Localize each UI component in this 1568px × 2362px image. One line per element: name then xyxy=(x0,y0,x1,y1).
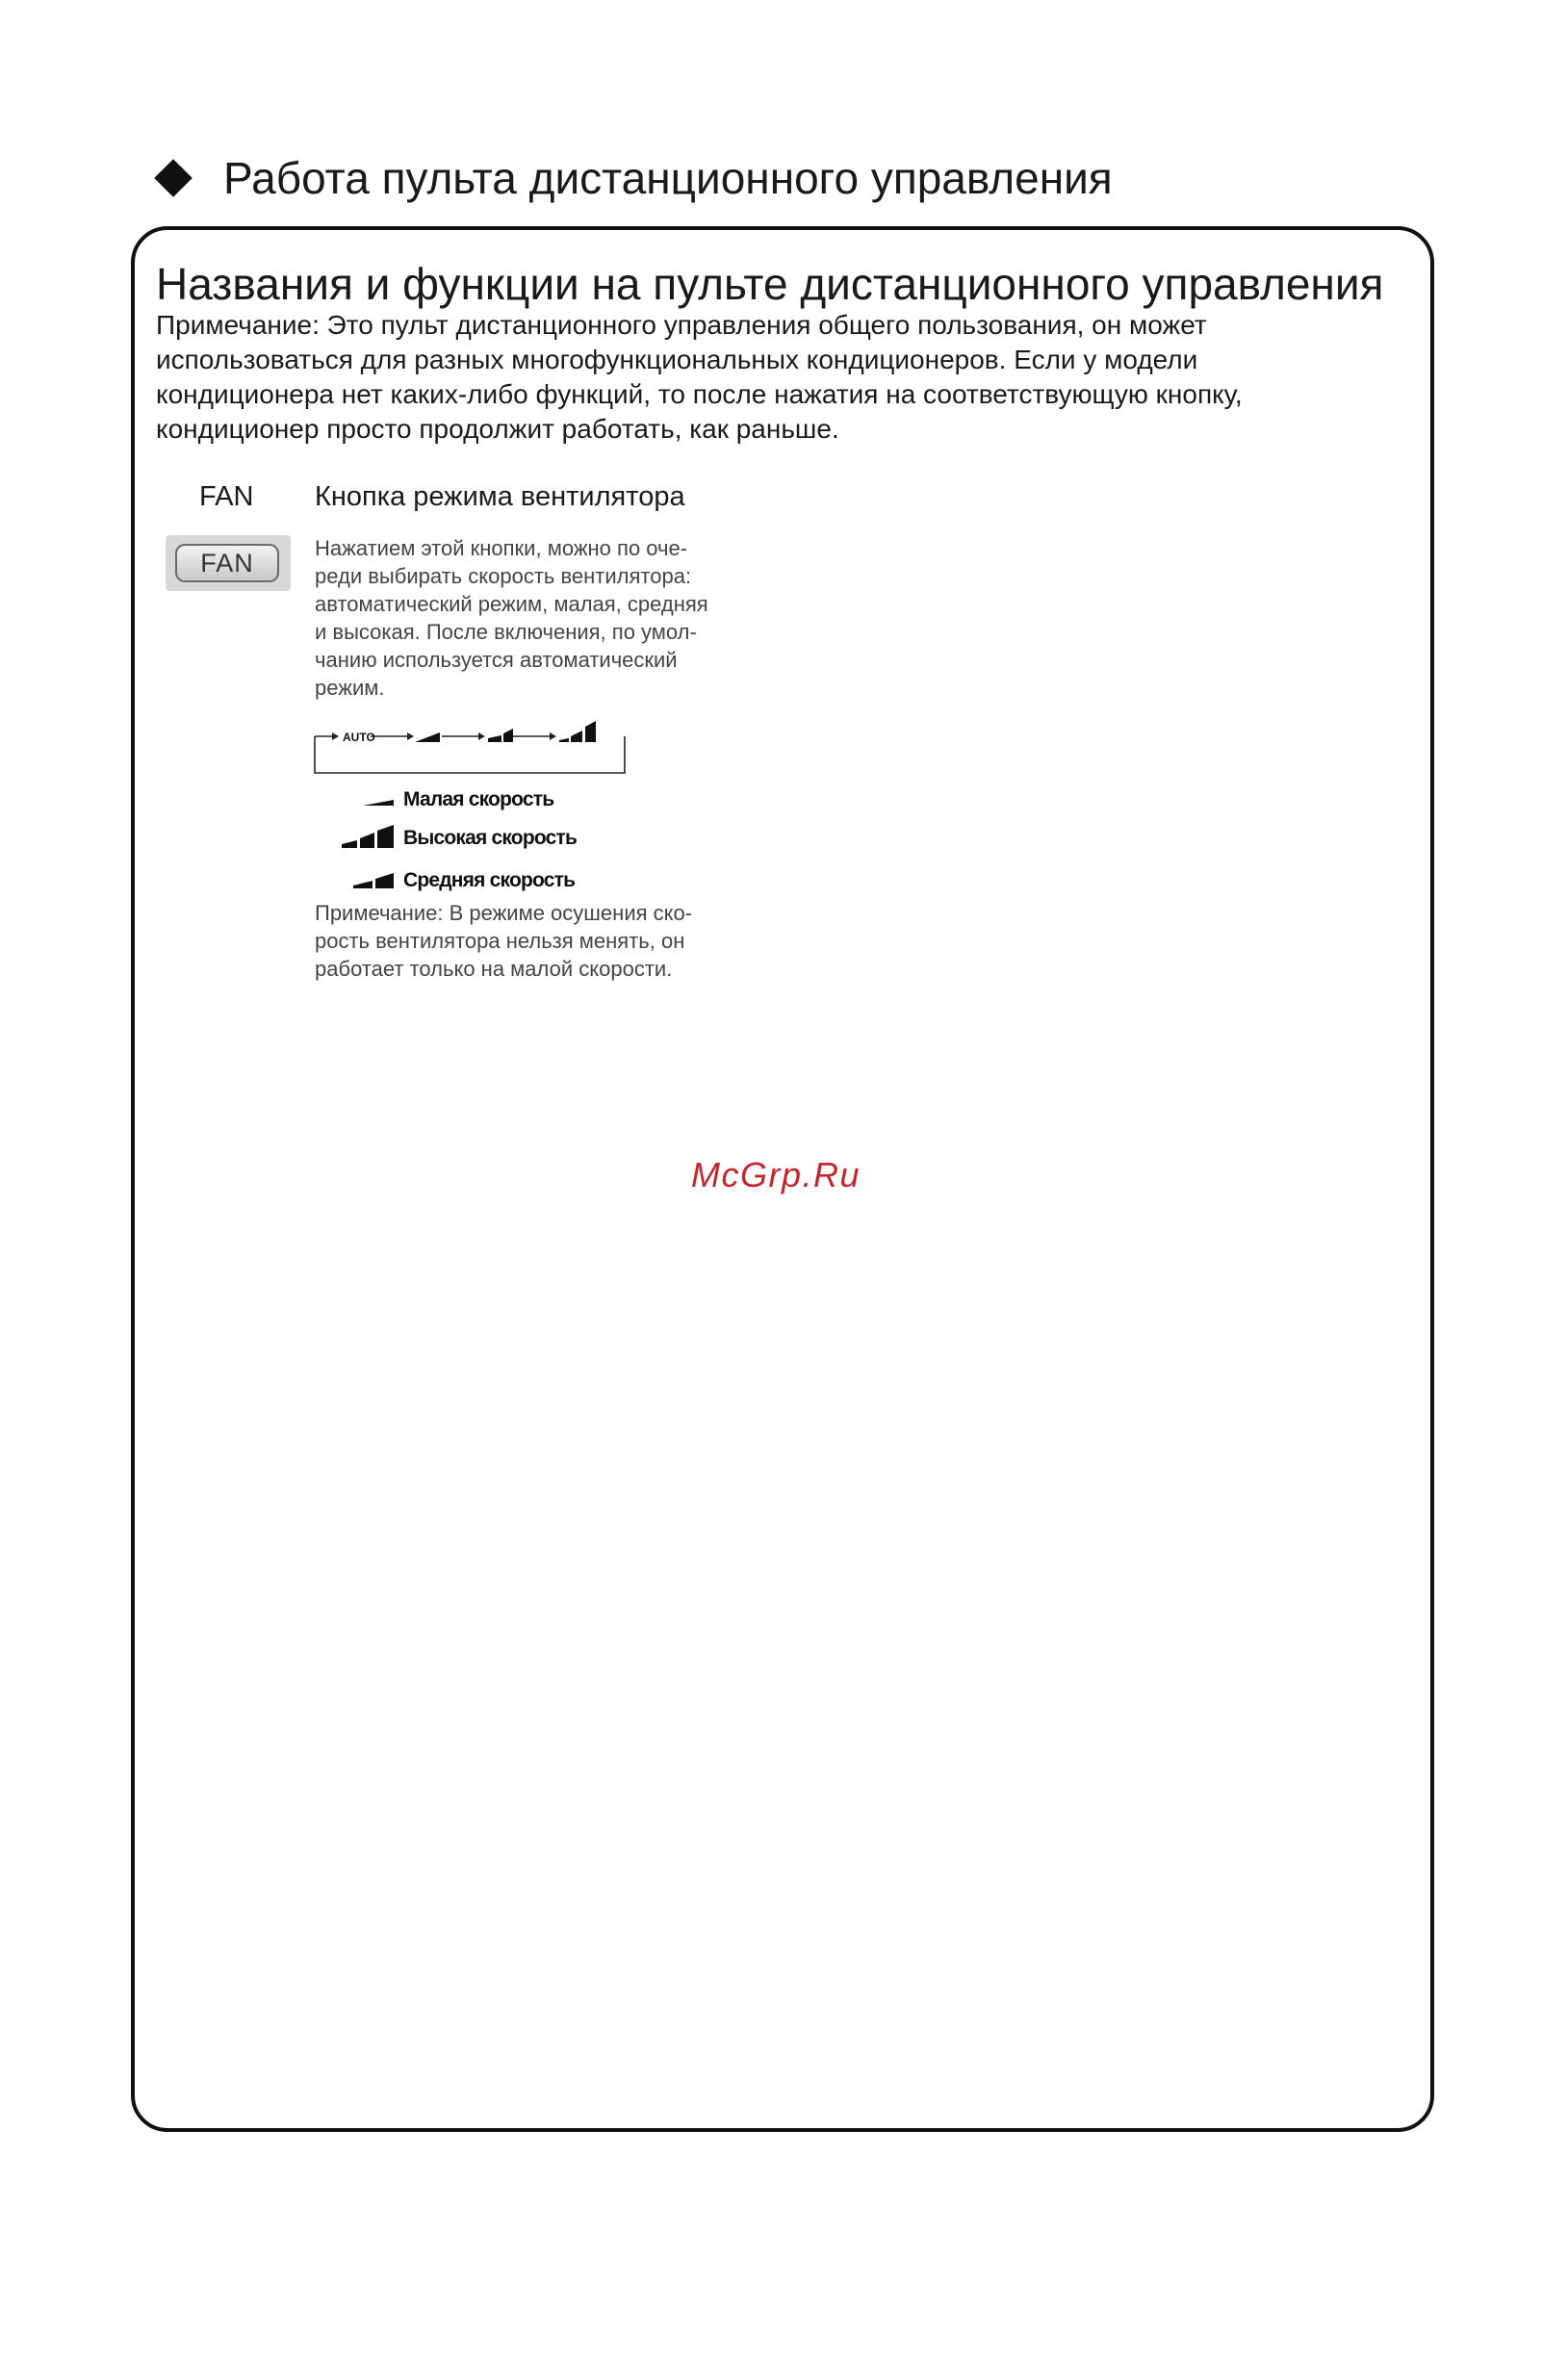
description-line: Нажатием этой кнопки, можно по оче- xyxy=(315,536,688,560)
description-line: автоматический режим, малая, средняя xyxy=(315,592,708,616)
medium-speed-icon xyxy=(351,869,396,892)
fan-button: FAN xyxy=(175,544,279,582)
legend-low xyxy=(361,788,553,811)
section-heading xyxy=(154,152,1113,204)
low-speed-icon xyxy=(415,732,440,742)
diamond-bullet-icon xyxy=(154,159,193,197)
legend-high-label: Высокая скорость xyxy=(403,827,578,849)
general-note xyxy=(156,308,1407,447)
legend-high xyxy=(340,825,577,852)
fan-label: FAN xyxy=(199,481,254,512)
note-line: кондиционера нет каких-либо функций, то после нажатия на соответствующую кнопку, xyxy=(156,379,1243,409)
page-title: Названия и функции на пульте дистанционного управления xyxy=(156,259,1384,309)
description-line: реди выбирать скорость вентилятора: xyxy=(315,564,692,588)
medium-speed-icon-b xyxy=(503,729,513,742)
medium-speed-icon-a xyxy=(488,735,501,742)
fan-note-line: работает только на малой скорости. xyxy=(315,957,673,981)
description-line: и высокая. После включения, по умол- xyxy=(315,620,697,644)
fan-speed-cycle-diagram xyxy=(313,719,630,777)
note-line: Примечание: Это пульт дистанционного управления общего пользования, он может xyxy=(156,310,1207,340)
watermark: McGrp.Ru xyxy=(691,1155,861,1194)
note-line: кондиционер просто продолжит работать, как раньше. xyxy=(156,414,839,444)
auto-text: AUTO xyxy=(343,731,375,744)
high-speed-icon-c xyxy=(585,721,596,742)
note-line: использоваться для разных многофункциональных кондиционеров. Если у модели xyxy=(156,345,1198,374)
high-speed-icon-b xyxy=(571,731,582,742)
legend-low-label: Малая скорость xyxy=(403,788,554,810)
fan-note xyxy=(315,899,767,983)
fan-note-line: рость вентилятора нельзя менять, он xyxy=(315,929,685,953)
low-speed-icon xyxy=(361,790,396,809)
high-speed-icon-a xyxy=(559,738,569,742)
fan-note-line: Примечание: В режиме осушения ско- xyxy=(315,901,693,925)
fan-button-image xyxy=(166,535,291,591)
section-heading-text: Работа пульта дистанционного управления xyxy=(223,153,1113,203)
legend-medium-label: Средняя скорость xyxy=(403,869,576,891)
fan-title: Кнопка режима вентилятора xyxy=(315,481,685,512)
legend-medium xyxy=(351,869,575,892)
description-line: режим. xyxy=(315,676,385,700)
description-line: чанию используется автоматический xyxy=(315,648,678,672)
high-speed-icon xyxy=(340,825,396,852)
fan-description xyxy=(315,534,767,702)
